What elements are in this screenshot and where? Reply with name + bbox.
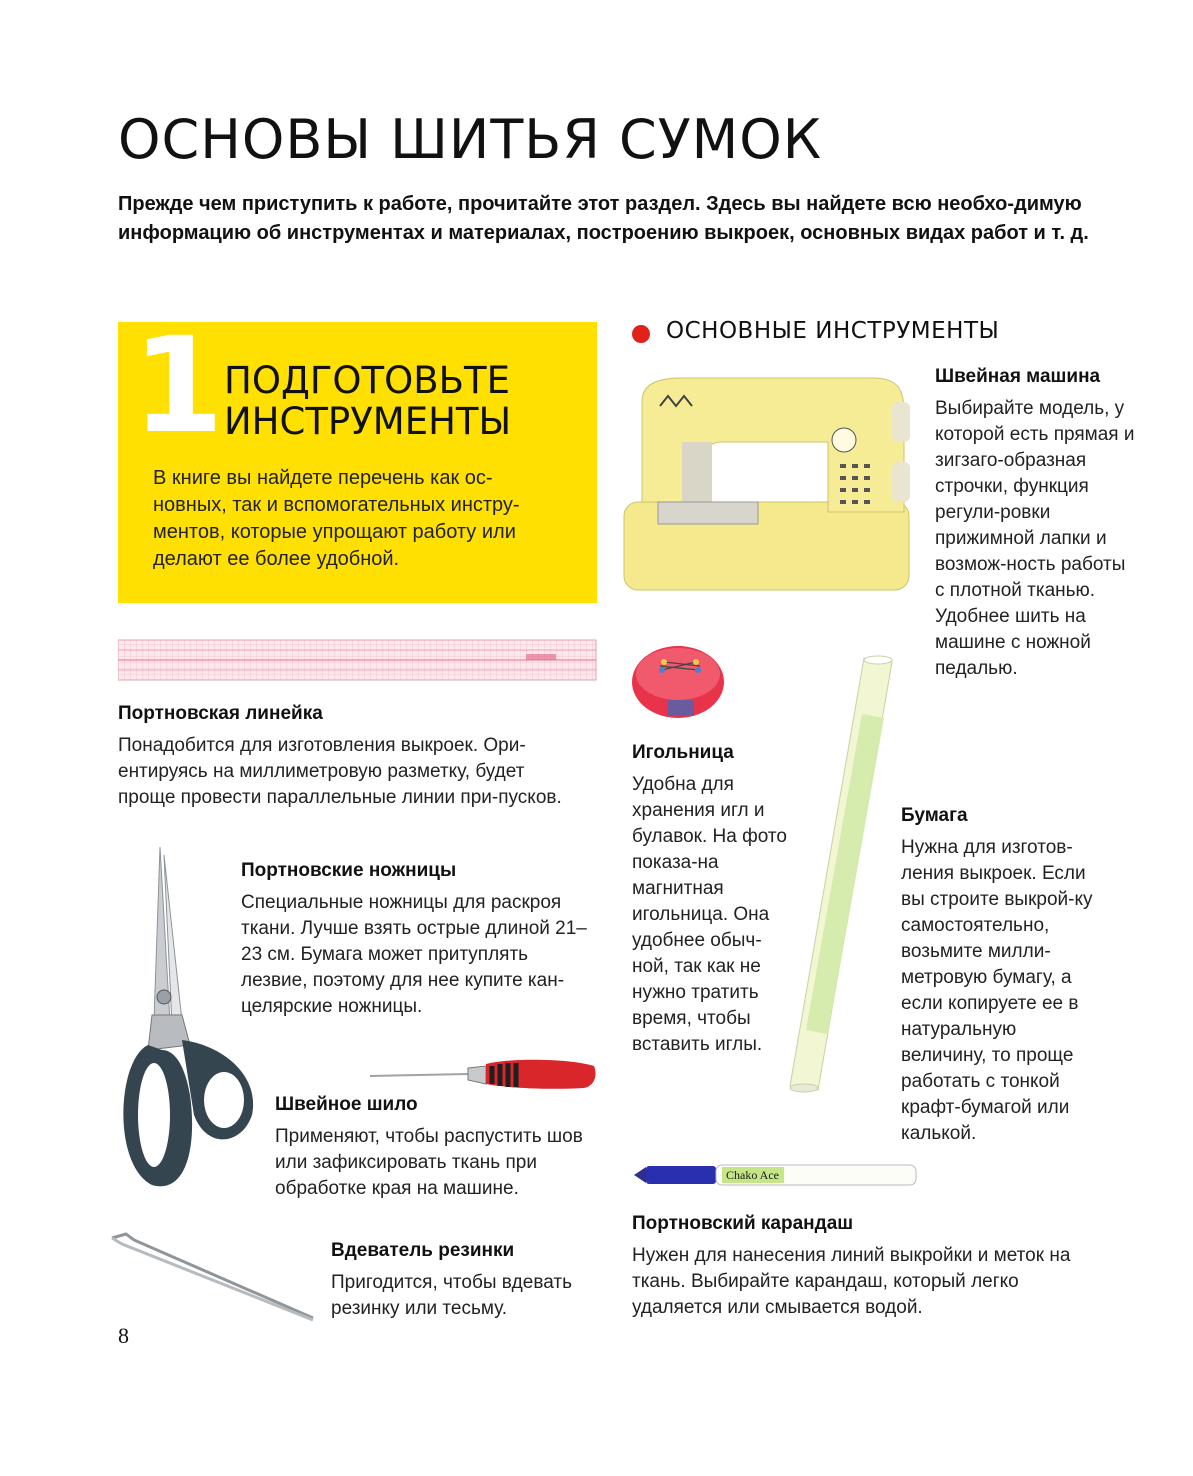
awl-text: Применяют, чтобы распустить шов или зафиксировать ткань при обработке края на машине.	[275, 1126, 583, 1199]
pencil-text: Нужен для нанесения линий выкройки и меток на ткань. Выбирайте карандаш, который легко удаляется или смывается водой.	[632, 1245, 1071, 1318]
chalk-pencil-image	[630, 1162, 920, 1188]
paper-text: Нужна для изготов-ления выкроек. Если вы строите выкрой-ку самостоятельно, возьмите милли-метровую бумагу, а если копируете ее в натуральную величину, то проще работать с тонкой крафт-бумагой или калькой.	[901, 837, 1093, 1144]
sewing-machine-image	[622, 372, 918, 594]
awl-image	[368, 1052, 598, 1094]
page-title: ОСНОВЫ ШИТЬЯ СУМОК	[118, 108, 823, 171]
bullet-dot-icon	[632, 325, 650, 343]
pincushion-image	[630, 642, 730, 724]
step-title-line1: ПОДГОТОВЬТЕ	[224, 359, 511, 402]
paper-roll-image	[788, 654, 896, 1094]
pincushion-title: Игольница	[632, 742, 734, 763]
page-number: 8	[118, 1323, 129, 1348]
ruler-title: Портновская линейка	[118, 703, 323, 724]
ruler-image	[118, 638, 598, 682]
ruler-text: Понадобится для изготовления выкроек. Ори-ентируясь на миллиметровую разметку, будет проще провести параллельные линии при-пусков.	[118, 735, 562, 808]
threader-image	[108, 1232, 323, 1324]
scissors-text: Специальные ножницы для раскроя ткани. Лучше взять острые длиной 21–23 см. Бумага может притуплять лезвие, поэтому для нее купите кан-целярские ножницы.	[241, 892, 587, 1017]
awl-title: Швейное шило	[275, 1094, 418, 1115]
pencil-title: Портновский карандаш	[632, 1213, 854, 1234]
paper-title: Бумага	[901, 805, 968, 826]
scissors-image	[112, 845, 262, 1195]
machine-text: Выбирайте модель, у которой есть прямая и зигзаго-образная строчки, функция регули-ровки прижимной лапки и возмож-ность работы с плотной тканью. Удобнее шить на машине с ножной педалью.	[935, 398, 1135, 679]
step-number: 1	[132, 309, 224, 463]
pincushion-text: Удобна для хранения игл и булавок. На фото показа-на магнитная игольница. Она удобнее обыч-ной, так как не нужно тратить время, чтобы вставить иглы.	[632, 774, 787, 1055]
pencil-brand-text: Chako Ace	[726, 1168, 779, 1182]
threader-title: Вдеватель резинки	[331, 1240, 515, 1261]
step-title-line2: ИНСТРУМЕНТЫ	[224, 400, 512, 443]
machine-title: Швейная машина	[935, 366, 1101, 387]
step-title	[224, 360, 511, 442]
threader-text: Пригодится, чтобы вдевать резинку или тесьму.	[331, 1272, 572, 1319]
intro-paragraph: Прежде чем приступить к работе, прочитайте этот раздел. Здесь вы найдете всю необхо-димую информацию об инструментах и материалах, построению выкроек, основных видах работ и т. д.	[118, 193, 1089, 244]
scissors-title: Портновские ножницы	[241, 860, 457, 881]
section-heading: ОСНОВНЫЕ ИНСТРУМЕНТЫ	[666, 318, 1000, 344]
step-text: В книге вы найдете перечень как ос-новных, так и вспомогательных инстру-ментов, которые упрощают работу или делают ее более удобной.	[153, 467, 520, 570]
